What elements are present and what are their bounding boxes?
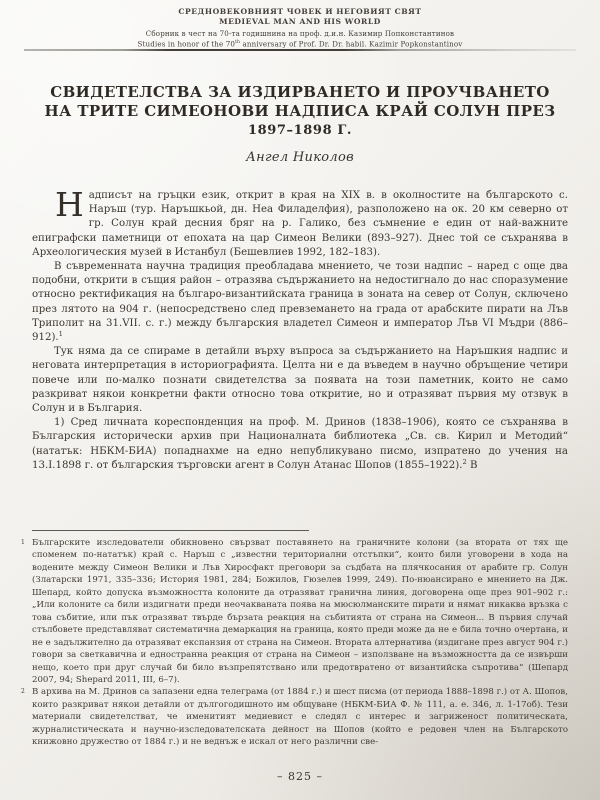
paragraph-2 [32, 260, 568, 345]
running-head [0, 7, 600, 48]
drop-cap: Н [55, 185, 84, 224]
series-title-bulgarian: СРЕДНОВЕКОВНИЯТ ЧОВЕК И НЕГОВИЯТ СВЯТ [178, 7, 422, 16]
paragraph-3 [32, 345, 568, 416]
footnote-1-marker: 1 [21, 539, 25, 546]
footnote-2-marker: 2 [21, 688, 25, 696]
footnotes-block [21, 537, 568, 749]
series-subtitle-english [0, 38, 600, 48]
author-name: Ангел Николов [246, 150, 354, 165]
footnote-ref-2: 2 [462, 457, 467, 466]
footnote-2 [21, 686, 568, 748]
paragraph-4-tail: В [466, 459, 478, 471]
paragraph-4-text: 1) Сред личната кореспонденция на проф. М. Дринов (1838–1906), която се съхранява в Българския исторически архив при Националната библиотека „Св. св. Кирил и Методий“ (нататък: НБКМ-БИА) попаднахме на едно непубликувано писмо, изпратено до учения на 13.I.1898 г. от българския търговски агент в Солун Атанас Шопов (1855–1922). [32, 417, 568, 471]
subtitle-en-post: anniversary of Prof. Dr. Dr. habil. Kazimir Popkonstantinov [240, 39, 463, 49]
article-title [20, 83, 580, 138]
series-title-english: MEDIEVAL MAN AND HIS WORLD [219, 16, 381, 26]
title-year: 1897–1898 Г. [247, 123, 353, 138]
page-number: – 825 – [277, 770, 323, 783]
footnote-1 [21, 537, 568, 686]
article-body [32, 185, 568, 473]
title-line-1: СВИДЕТЕЛСТВА ЗА ИЗДИРВАНЕТО И ПРОУЧВАНЕТО [50, 83, 550, 101]
footnote-separator [32, 530, 309, 531]
title-line-2: НА ТРИТЕ СИМЕОНОВИ НАДПИСА КРАЙ СОЛУН ПРЕЗ [44, 101, 556, 120]
paragraph-1 [32, 185, 568, 260]
footnote-1-text: Българските изследователи обикновено свързват поставянето на граничните колони (за втората от тях ще споменем по-нататък) край с. Наръш с „известни териториални отстъпки“, които били уговорени в хода на водените между Симеон Велики и Лъв Хиросфакт преговори за съдбата на плячкосания от арабите гр. Солун (Златарски 1971, 335–336; История 1981, 284; Божилов, Гюзелев 1999, 249). По-нюансирано е мнението на Дж. Шепард, който допуска възможността колоните да отразяват гранична линия, договорена още през 901–902 г.: „Или колоните са били издигнати преди неочакваната поява на мюсюлманските пирати и нямат никаква връзка с това събитие, или пък отразяват твърде бързата реакция на събитията от страна на Симеон... В първия случай стълбовете представляват систематична демаркация на граница, която преди може да не е била точно очертана, и не е задължително да отразяват експанзия от страна на Симеон. Втората алтернатива (издигане през август 904 г.) говори за светкавична и едностранна реакция от страна на Симеон – използване на възможността да се извърши нещо, което при друг случай би било възпрепятствано или предотвратено от византийска съпротива“ (Шепард 2007, 94; Shepard 2011, III, 6–7). [32, 538, 568, 685]
subtitle-en-pre: Studies in honor of the 70 [137, 39, 236, 49]
paragraph-4 [32, 416, 568, 473]
ordinal-superscript: th [235, 40, 241, 45]
paragraph-1-text: адписът на гръцки език, открит в края на XIX в. в околностите на българското с. Наръш (тур. Наръшкьой, дн. Неа Филаделфия), разположено на ок. 20 км северно от гр. Солун край десния бряг на р. Галико, без съмнение е един от най-важните епиграфски паметници от епохата на цар Симеон Велики (893–927). Днес той се съхранява в Археологическия музей в Истанбул (Бешевлиев 1992, 182–183). [32, 190, 568, 258]
series-subtitle-bulgarian: Сборник в чест на 70-та годишнина на проф. д.и.н. Казимир Попконстантинов [145, 29, 455, 38]
footnote-2-text: В архива на М. Дринов са запазени една телеграма (от 1884 г.) и шест писма (от периода 1888–1898 г.) от А. Шопов, които разкриват някои детайли от дългогодишното им общуване (НБКМ-БИА Ф. № 111, а. е. 346, л. 1-17об). Тези материали свидетелстват, че именитият медиевист е следял с интерес и загриженост политическата, журналистическата и научно-изследователската дейност на Шопов (който е редовен член на Българското книжовно дружество от 1884 г.) и не веднъж е искал от него различни све- [32, 687, 568, 748]
paragraph-3-text: Тук няма да се спираме в детайли върху въпроса за съдържанието на Наръшкия надпис и неговата интерпретация в историографията. Целта ни е да въведем в научно обръщение четири повече или по-малко познати свидетелства за появата на този паметник, които не само разкриват някои конкретни факти относно това откритие, но и отразяват първия му отзвук в Солун и в България. [32, 346, 568, 415]
paragraph-2-text: В съвременната научна традиция преобладава мнението, че този надпис – наред с още два подобни, открити в същия район – отразява съдържанието на недостигнало до нас споразумение относно ректификация на българо-византийската граница в зоната на север от Солун, сключено през лятото на 904 г. (непосредствено след превземането на града от арабските пирати на Лъв Триполит на 31.VII. с. г.) между българския владетел Симеон и император Лъв VI Мъдри (886–912). [32, 261, 568, 344]
header-rule [24, 49, 576, 51]
footnote-ref-1: 1 [58, 330, 63, 339]
